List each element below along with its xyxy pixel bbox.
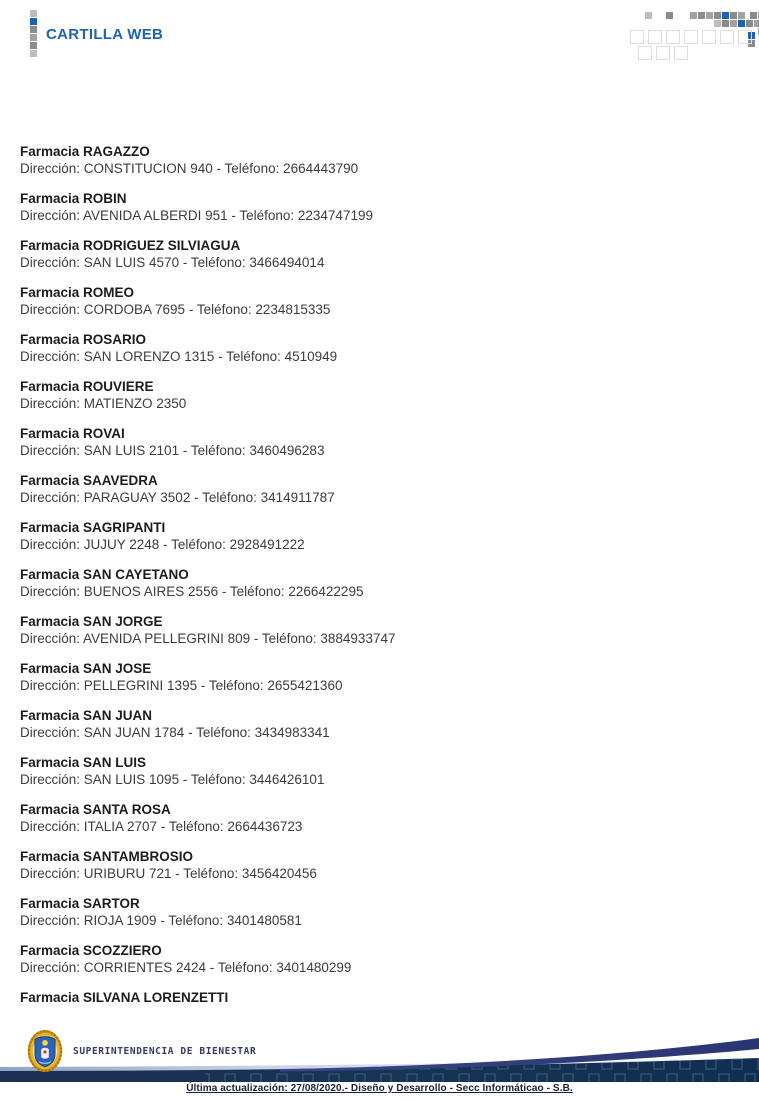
pharmacy-name: Farmacia ROBIN bbox=[20, 191, 127, 206]
decor-square bbox=[730, 20, 737, 27]
pharmacy-entry bbox=[20, 284, 730, 318]
pharmacy-name: Farmacia ROMEO bbox=[20, 285, 135, 300]
pharmacy-details: Dirección: PELLEGRINI 1395 - Teléfono: 2655421360 bbox=[20, 678, 343, 693]
decor-square bbox=[722, 20, 729, 27]
last-update-text: Última actualización: 27/08/2020.- Diseño y Desarrollo - Secc Informáticao - S.B. bbox=[186, 1083, 573, 1094]
decor-square bbox=[684, 30, 698, 44]
pharmacy-name: Farmacia SARTOR bbox=[20, 896, 140, 911]
pharmacy-details: Dirección: SAN LUIS 2101 - Teléfono: 3460496283 bbox=[20, 443, 325, 458]
pharmacy-details: Dirección: BUENOS AIRES 2556 - Teléfono: 2266422295 bbox=[20, 584, 364, 599]
pharmacy-name: Farmacia RODRIGUEZ SILVIAGUA bbox=[20, 238, 241, 253]
pharmacy-entry bbox=[20, 143, 730, 177]
decor-square bbox=[750, 12, 757, 19]
pharmacy-name: Farmacia RAGAZZO bbox=[20, 144, 150, 159]
decor-square bbox=[30, 10, 37, 17]
pharmacy-entry bbox=[20, 660, 730, 694]
decor-square bbox=[738, 30, 752, 44]
pharmacy-name: Farmacia SAGRIPANTI bbox=[20, 520, 166, 535]
pharmacy-name: Farmacia SAN JUAN bbox=[20, 708, 153, 723]
pharmacy-name: Farmacia SAN JORGE bbox=[20, 614, 163, 629]
pharmacy-name: Farmacia SCOZZIERO bbox=[20, 943, 162, 958]
decor-square bbox=[702, 30, 716, 44]
pharmacy-name: Farmacia SAN CAYETANO bbox=[20, 567, 189, 582]
decor-square bbox=[645, 12, 652, 19]
decor-square bbox=[722, 12, 729, 19]
pharmacy-details: Dirección: JUJUY 2248 - Teléfono: 2928491222 bbox=[20, 537, 305, 552]
pharmacy-name: Farmacia SANTAMBROSIO bbox=[20, 849, 194, 864]
decor-square bbox=[630, 30, 644, 44]
pharmacy-details: Dirección: SAN LUIS 4570 - Teléfono: 3466494014 bbox=[20, 255, 325, 270]
decor-square bbox=[714, 12, 721, 19]
pharmacy-name: Farmacia SAN LUIS bbox=[20, 755, 147, 770]
pharmacy-details: Dirección: AVENIDA PELLEGRINI 809 - Teléfono: 3884933747 bbox=[20, 631, 396, 646]
pharmacy-name: Farmacia ROVAI bbox=[20, 426, 125, 441]
pharmacy-details: Dirección: AVENIDA ALBERDI 951 - Teléfono: 2234747199 bbox=[20, 208, 373, 223]
decor-square bbox=[30, 50, 37, 57]
decor-square bbox=[30, 18, 37, 25]
pharmacy-details: Dirección: ITALIA 2707 - Teléfono: 2664436723 bbox=[20, 819, 303, 834]
mosaic-decoration-icon bbox=[630, 8, 759, 64]
page-footer bbox=[0, 1020, 759, 1101]
pharmacy-entry bbox=[20, 331, 730, 365]
pharmacy-entry bbox=[20, 425, 730, 459]
decor-square bbox=[656, 46, 670, 60]
footer-brand bbox=[26, 1029, 256, 1073]
decor-square bbox=[30, 34, 37, 41]
pharmacy-entry bbox=[20, 707, 730, 741]
pharmacy-details: Dirección: CORDOBA 7695 - Teléfono: 2234815335 bbox=[20, 302, 331, 317]
pharmacy-entry bbox=[20, 754, 730, 788]
decor-square bbox=[638, 46, 652, 60]
pharmacy-details: Dirección: PARAGUAY 3502 - Teléfono: 3414911787 bbox=[20, 490, 335, 505]
pharmacy-details: Dirección: SAN JUAN 1784 - Teléfono: 3434983341 bbox=[20, 725, 330, 740]
pharmacy-entry bbox=[20, 895, 730, 929]
decor-square bbox=[746, 20, 753, 27]
pharmacy-name: Farmacia SAN JOSE bbox=[20, 661, 152, 676]
superintendencia-crest-icon bbox=[26, 1029, 64, 1073]
decor-square bbox=[30, 42, 37, 49]
decor-square bbox=[648, 30, 662, 44]
decor-square bbox=[706, 12, 713, 19]
pharmacy-details: Dirección: URIBURU 721 - Teléfono: 3456420456 bbox=[20, 866, 317, 881]
pharmacy-entry bbox=[20, 190, 730, 224]
pharmacy-entry bbox=[20, 519, 730, 553]
pharmacy-entry bbox=[20, 237, 730, 271]
decor-square bbox=[730, 12, 737, 19]
decor-square bbox=[666, 12, 673, 19]
organization-name: SUPERINTENDENCIA DE BIENESTAR bbox=[73, 1045, 257, 1057]
pharmacy-name: Farmacia ROSARIO bbox=[20, 332, 147, 347]
decor-square bbox=[690, 12, 697, 19]
pharmacy-name: Farmacia SANTA ROSA bbox=[20, 802, 171, 817]
cartilla-squares-icon bbox=[30, 10, 37, 58]
decor-square bbox=[714, 20, 721, 27]
pharmacy-name: Farmacia SAAVEDRA bbox=[20, 473, 158, 488]
decor-square bbox=[674, 46, 688, 60]
pharmacy-details: Dirección: CORRIENTES 2424 - Teléfono: 3401480299 bbox=[20, 960, 352, 975]
pharmacy-details: Dirección: MATIENZO 2350 bbox=[20, 396, 187, 411]
decor-square bbox=[30, 26, 37, 33]
pharmacy-entry bbox=[20, 566, 730, 600]
decor-square bbox=[666, 30, 680, 44]
pharmacy-entry bbox=[20, 472, 730, 506]
decor-square bbox=[698, 12, 705, 19]
page-title: CARTILLA WEB bbox=[46, 25, 164, 43]
pharmacy-details: Dirección: CONSTITUCION 940 - Teléfono: 2664443790 bbox=[20, 161, 359, 176]
pharmacy-entry bbox=[20, 801, 730, 835]
pharmacy-details: Dirección: RIOJA 1909 - Teléfono: 3401480581 bbox=[20, 913, 302, 928]
pharmacy-list bbox=[20, 143, 730, 1019]
decor-square bbox=[738, 12, 745, 19]
decor-square bbox=[720, 30, 734, 44]
pharmacy-name: Farmacia SILVANA LORENZETTI bbox=[20, 990, 229, 1005]
pharmacy-details: Dirección: SAN LORENZO 1315 - Teléfono: 4510949 bbox=[20, 349, 338, 364]
pharmacy-entry bbox=[20, 613, 730, 647]
brand bbox=[30, 10, 163, 58]
pharmacy-entry bbox=[20, 989, 730, 1006]
pharmacy-details: Dirección: SAN LUIS 1095 - Teléfono: 3446426101 bbox=[20, 772, 325, 787]
pharmacy-entry bbox=[20, 942, 730, 976]
decor-square bbox=[738, 20, 745, 27]
pharmacy-entry bbox=[20, 378, 730, 412]
pharmacy-name: Farmacia ROUVIERE bbox=[20, 379, 154, 394]
page-header bbox=[0, 0, 759, 62]
pharmacy-entry bbox=[20, 848, 730, 882]
